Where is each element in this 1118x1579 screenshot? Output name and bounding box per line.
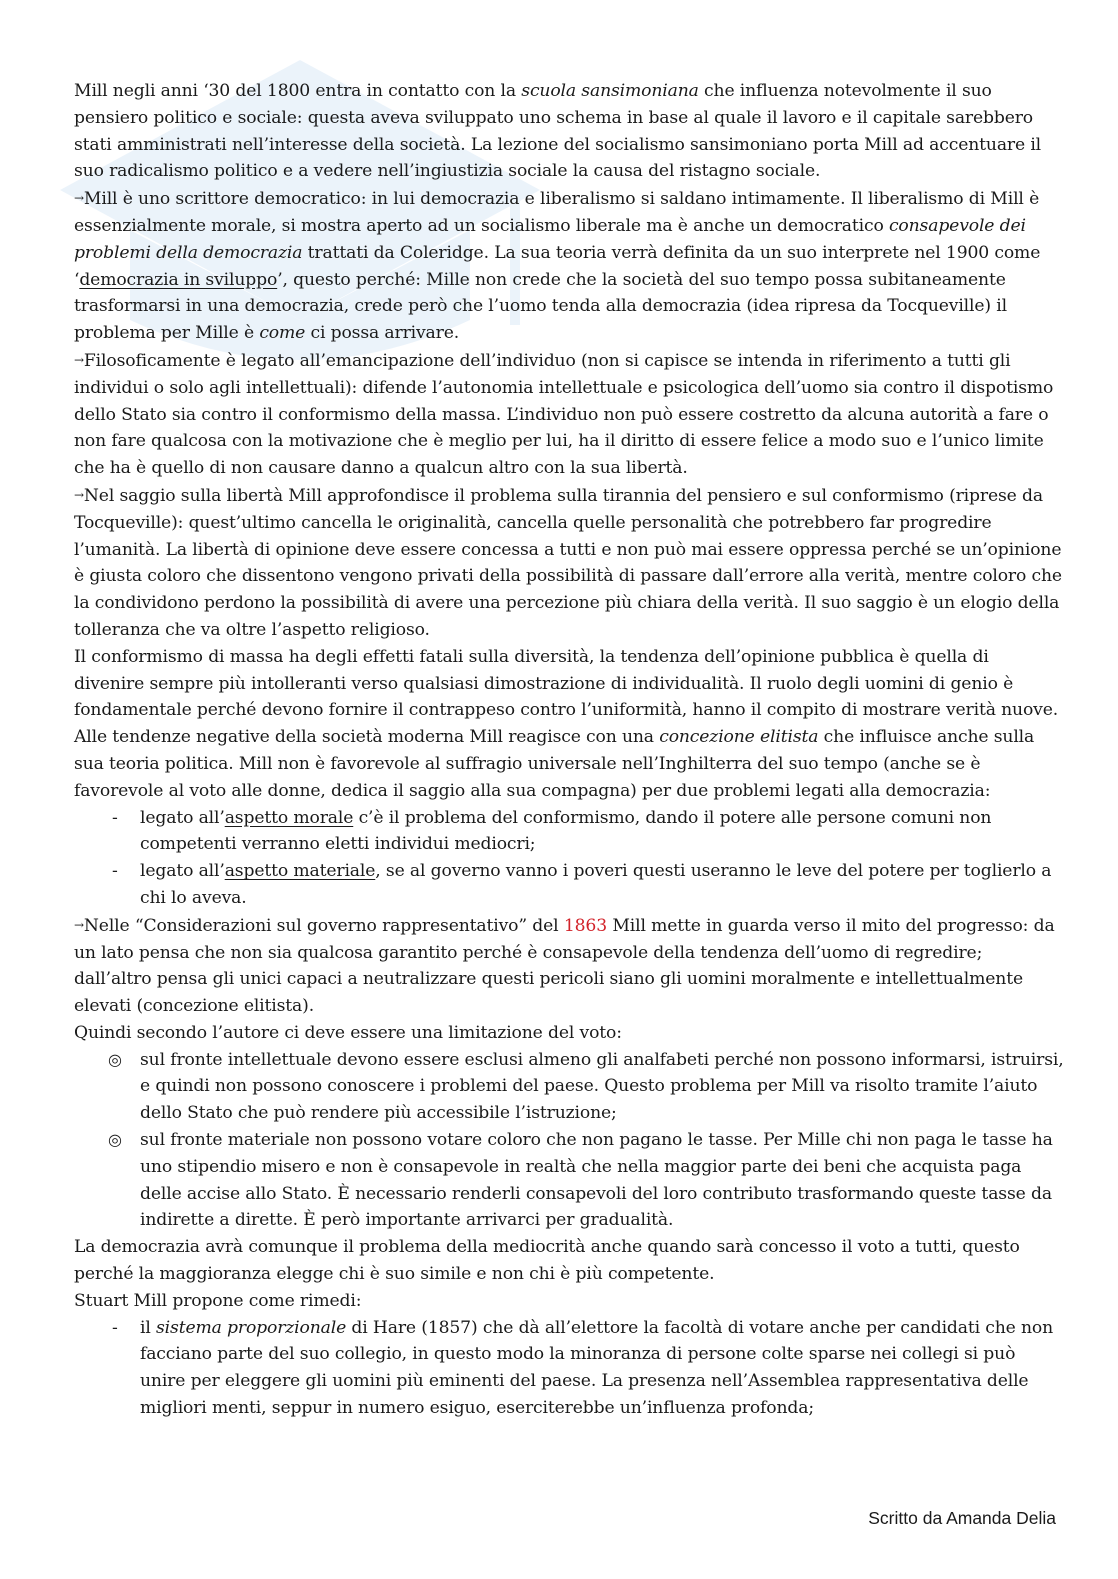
paragraph-considerazioni: →Nelle “Considerazioni sul governo rappresentativo” del 1863 Mill mette in guarda verso il mito del progresso: da un lato pensa che non sia qualcosa garantito perché è consapevole della tendenza dell’uomo di regredire; dall’altro pensa gli unici capaci a neutralizzare questi pericoli siano gli uomini moralmente e intellettualmente elevati (concezione elitista). (74, 915, 1055, 1017)
paragraph-sansimoniana: Mill negli anni ‘30 del 1800 entra in contatto con la scuola sansimoniana che influenza notevolmente il suo pensiero politico e sociale: questa aveva sviluppato uno schema in base al quale il lavoro e il capitale sarebbero stati amministrati nell’interesse della società. La lezione del socialismo sansimoniano porta Mill ad accentuare il suo radicalismo politico e a vedere nell’ingiustizia sociale la causa del ristagno sociale. (74, 81, 1042, 182)
paragraph-filosoficamente: →Filosoficamente è legato all’emancipazione dell’individuo (non si capisce se intenda in riferimento a tutti gli individui o solo agli intellettuali): difende l’autonomia intellettuale e psicologica dell’uomo sia contro il dispotismo dello Stato sia contro il conformismo della massa. L’individuo non può essere costretto da alcuna autorità a fare o non fare qualcosa con la motivazione che è meglio per lui, ha il diritto di essere felice a modo suo e l’unico limite che ha è quello di non causare danno a qualcun altro con la sua libertà. (74, 350, 1054, 479)
list-problemi-democrazia (74, 805, 1064, 912)
dash-bullet-icon: - (112, 807, 118, 828)
list-item: - il sistema proporzionale di Hare (1857) che dà all’elettore la facoltà di votare anche per candidati che non facciano parte del suo collegio, in questo modo la minoranza di persone colte sparse nei collegi si può unire per eleggere gli uomini più eminenti del paese. La presenza nell’Assemblea rappresentativa delle migliori menti, seppur in numero esiguo, eserciterebbe un’influenza profonda; (74, 1315, 1064, 1422)
paragraph-rimedi: Stuart Mill propone come rimedi: (74, 1290, 362, 1311)
circle-bullet-icon: ◎ (108, 1049, 122, 1069)
list-item: - legato all’aspetto morale c’è il problema del conformismo, dando il potere alle persone comuni non competenti verranno eletti individui mediocri; (74, 805, 1064, 859)
arrow-icon: → (74, 487, 84, 502)
paragraph-limitazione-voto: Quindi secondo l’autore ci deve essere una limitazione del voto: (74, 1022, 622, 1043)
arrow-icon: → (74, 352, 84, 367)
list-item: - legato all’aspetto materiale, se al governo vanno i poveri questi useranno le leve del potere per toglierlo a chi lo aveva. (74, 858, 1064, 912)
list-rimedi (74, 1315, 1064, 1422)
footer-author: Scritto da Amanda Delia (868, 1508, 1056, 1528)
highlighted-year: 1863 (563, 915, 607, 936)
dash-bullet-icon: - (112, 861, 118, 882)
circle-bullet-icon: ◎ (108, 1130, 122, 1150)
paragraph-mediocrita: La democrazia avrà comunque il problema della mediocrità anche quando sarà concesso il voto a tutti, questo perché la maggioranza elegge chi è suo simile e non chi è più competente. (74, 1237, 1020, 1285)
paragraph-elitista: Alle tendenze negative della società moderna Mill reagisce con una concezione elitista che influisce anche sulla sua teoria politica. Mill non è favorevole al suffragio universale nell’Inghilterra del suo tempo (anche se è favorevole al voto alle donne, dedica il saggio alla sua compagna) per due problemi legati alla democrazia: (74, 727, 1035, 801)
arrow-icon: → (74, 917, 84, 932)
document-body (74, 78, 1064, 1422)
list-item: ◎ sul fronte intellettuale devono essere esclusi almeno gli analfabeti perché non possono informarsi, istruirsi, e quindi non possono conoscere i problemi del paese. Questo problema per Mill va risolto tramite l’aiuto dello Stato che può rendere più accessibile l’istruzione; (74, 1047, 1064, 1127)
list-limitazioni (74, 1047, 1064, 1235)
dash-bullet-icon: - (112, 1317, 118, 1338)
arrow-icon: → (74, 191, 84, 206)
paragraph-saggio-liberta: →Nel saggio sulla libertà Mill approfondisce il problema sulla tirannia del pensiero e sul conformismo (riprese da Tocqueville): quest’ultimo cancella le originalità, cancella quelle personalità che potrebbero far progredire l’umanità. La libertà di opinione deve essere concessa a tutti e non può mai essere oppressa perché se un’opinione è giusta coloro che dissentono vengono privati della possibilità di passare dall’errore alla verità, mentre coloro che la condividono perdono la possibilità di avere una percezione più chiara della verità. Il suo saggio è un elogio della tolleranza che va oltre l’aspetto religioso. (74, 485, 1062, 640)
list-item: ◎ sul fronte materiale non possono votare coloro che non pagano le tasse. Per Mille chi non paga le tasse ha uno stipendio misero e non è consapevole in realtà che nella maggior parte dei beni che acquista paga delle accise allo Stato. È necessario renderli consapevoli del loro contributo trasformando queste tasse da indirette a dirette. È però importante arrivarci per gradualità. (74, 1127, 1064, 1234)
paragraph-conformismo: Il conformismo di massa ha degli effetti fatali sulla diversità, la tendenza dell’opinione pubblica è quella di divenire sempre più intolleranti verso qualsiasi dimostrazione di individualità. Il ruolo degli uomini di genio è fondamentale perché devono fornire il contrappeso contro l’uniformità, hanno il compito di mostrare verità nuove. (74, 646, 1059, 721)
paragraph-democratico: →Mill è uno scrittore democratico: in lui democrazia e liberalismo si saldano intimamente. Il liberalismo di Mill è essenzialmente morale, si mostra aperto ad un socialismo liberale ma è anche un democratico consapevole dei problemi della democrazia trattati da Coleridge. La sua teoria verrà definita da un suo interprete nel 1900 come ‘democrazia in sviluppo’, questo perché: Mille non crede che la società del suo tempo possa subitaneamente trasformarsi in una democrazia, crede però che l’uomo tenda alla democrazia (idea ripresa da Tocqueville) il problema per Mille è come ci possa arrivare. (74, 189, 1041, 344)
